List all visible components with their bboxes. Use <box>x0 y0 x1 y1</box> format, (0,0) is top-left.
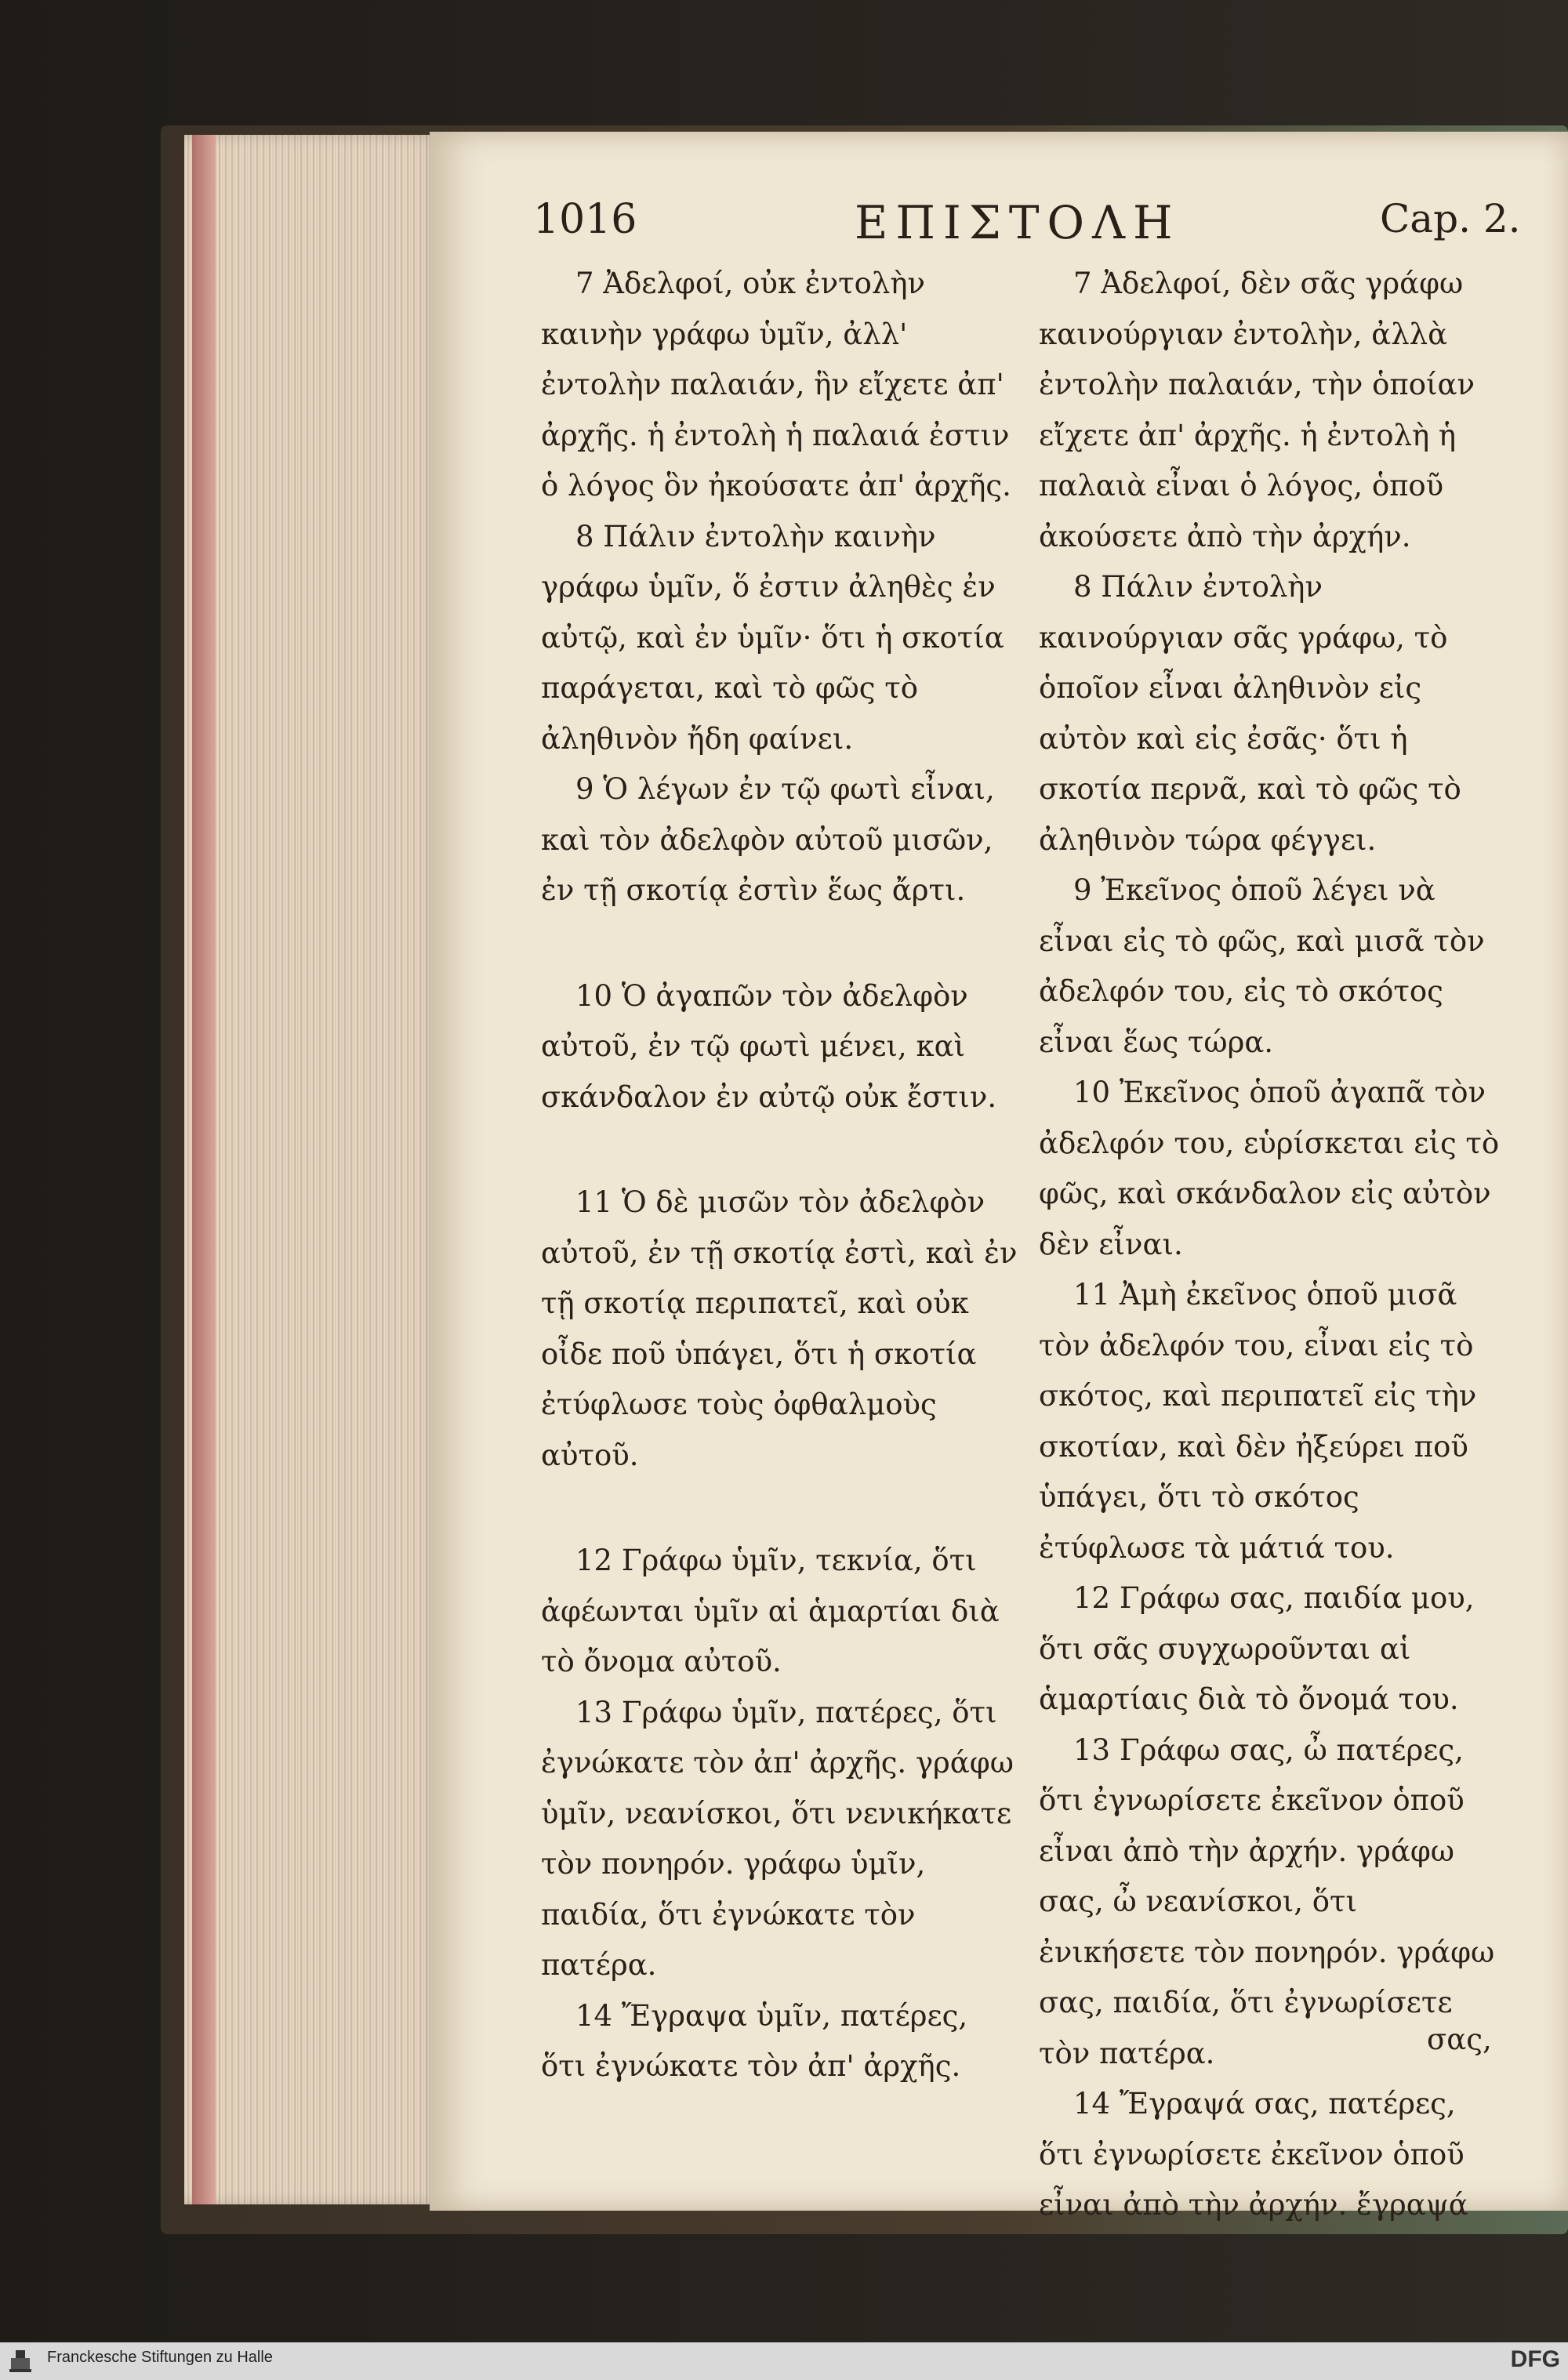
verse-gap <box>541 916 1019 971</box>
right-verse-11: 11 Ἀμὴ ἐκεῖνος ὁποῦ μισᾶ τὸν ἀδελφόν του, εἶναι εἰς τὸ σκότος, καὶ περιπατεῖ εἰς τὴν σκοτίαν, καὶ δὲν ἠξεύρει ποῦ ὑπάγει, ὅτι τὸ σκότος ἐτύφλωσε τὰ μάτιά του. <box>1039 1278 1477 1565</box>
verse-gap <box>541 1123 1019 1177</box>
page-number: 1016 <box>533 196 637 243</box>
catchword: σας, <box>1427 2023 1492 2056</box>
verse-gap <box>541 1481 1019 1536</box>
right-verse-13: 13 Γράφω σας, ὦ πατέρες, ὅτι ἐγνωρίσετε ἐκεῖνον ὁποῦ εἶναι ἀπὸ τὴν ἀρχήν. γράφω σας, ὦ νεανίσκοι, ὅτι ἐνικήσετε τὸν πονηρόν. γράφω σας, παιδία, ὅτι ἐγνωρίσετε τὸν πατέρα. <box>1039 1732 1495 2070</box>
left-verse-11: 11 Ὁ δὲ μισῶν τὸν ἀδελφὸν αὐτοῦ, ἐν τῇ σκοτίᾳ ἐστὶ, καὶ ἐν τῇ σκοτίᾳ περιπατεῖ, καὶ οὐκ οἶδε ποῦ ὑπάγει, ὅτι ἡ σκοτία ἐτύφλωσε τοὺς ὀφθαλμοὺς αὐτοῦ. <box>541 1185 1018 1472</box>
right-verse-9: 9 Ἐκεῖνος ὁποῦ λέγει νὰ εἶναι εἰς τὸ φῶς, καὶ μισᾶ τὸν ἀδελφόν του, εἰς τὸ σκότος εἶναι ἕως τώρα. <box>1039 873 1485 1059</box>
right-verse-14: 14 Ἔγραψά σας, πατέρες, ὅτι ἐγνωρίσετε ἐκεῖνον ὁποῦ εἶναι ἀπὸ τὴν ἀρχήν. ἔγραψά <box>1039 2087 1468 2222</box>
left-verse-12: 12 Γράφω ὑμῖν, τεκνία, ὅτι ἀφέωνται ὑμῖν αἱ ἁμαρτίαι διὰ τὸ ὄνομα αὐτοῦ. <box>541 1544 1000 1678</box>
left-verse-10: 10 Ὁ ἀγαπῶν τὸν ἀδελφὸν αὐτοῦ, ἐν τῷ φωτὶ μένει, καὶ σκάνδαλον ἐν αὐτῷ οὐκ ἔστιν. <box>541 978 997 1114</box>
right-column <box>1039 259 1509 2231</box>
footer-institution: Franckesche Stiftungen zu Halle <box>47 2349 273 2366</box>
left-column <box>541 259 1019 2092</box>
right-verse-7: 7 Ἀδελφοί, δὲν σᾶς γράφω καινούργιαν ἐντολὴν, ἀλλὰ ἐντολὴν παλαιάν, τὴν ὁποίαν εἴχετε ἀπ' ἀρχῆς. ἡ ἐντολὴ ἡ παλαιὰ εἶναι ὁ λόγος, ὁποῦ ἀκούσετε ἀπὸ τὴν ἀρχήν. <box>1039 267 1475 553</box>
dfg-badge: DFG <box>1510 2346 1560 2372</box>
right-verse-8: 8 Πάλιν ἐντολὴν καινούργιαν σᾶς γράφω, τὸ ὁποῖον εἶναι ἀληθινὸν εἰς αὐτὸν καὶ εἰς ἐσᾶς· ὅτι ἡ σκοτία περνᾶ, καὶ τὸ φῶς τὸ ἀληθινὸν τώρα φέγγει. <box>1039 570 1461 857</box>
page-edges <box>184 135 443 2204</box>
left-verse-9: 9 Ὁ λέγων ἐν τῷ φωτὶ εἶναι, καὶ τὸν ἀδελφὸν αὐτοῦ μισῶν, ἐν τῇ σκοτίᾳ ἐστὶν ἕως ἄρτι. <box>541 772 995 907</box>
left-verse-14: 14 Ἔγραψα ὑμῖν, πατέρες, ὅτι ἐγνώκατε τὸν ἀπ' ἀρχῆς. <box>541 1998 968 2083</box>
left-verse-7: 7 Ἀδελφοί, οὐκ ἐντολὴν καινὴν γράφω ὑμῖν, ἀλλ' ἐντολὴν παλαιάν, ἣν εἴχετε ἀπ' ἀρχῆς. ἡ ἐντολὴ ἡ παλαιά ἐστιν ὁ λόγος ὃν ἠκούσατε ἀπ' ἀρχῆς. <box>541 267 1011 502</box>
running-title: ΕΠΙΣΤΟΛΗ <box>855 196 1181 249</box>
chapter-label: Cap. 2. <box>1380 196 1521 241</box>
institution-logo-icon <box>6 2347 34 2375</box>
left-verse-13: 13 Γράφω ὑμῖν, πατέρες, ὅτι ἐγνώκατε τὸν ἀπ' ἀρχῆς. γράφω ὑμῖν, νεανίσκοι, ὅτι νενικήκατε τὸν πονηρόν. γράφω ὑμῖν, παιδία, ὅτι ἐγνώκατε τὸν πατέρα. <box>541 1695 1014 1982</box>
red-edge <box>192 135 216 2204</box>
left-verse-8: 8 Πάλιν ἐντολὴν καινὴν γράφω ὑμῖν, ὅ ἐστιν ἀληθὲς ἐν αὐτῷ, καὶ ἐν ὑμῖν· ὅτι ἡ σκοτία παράγεται, καὶ τὸ φῶς τὸ ἀληθινὸν ἤδη φαίνει. <box>541 519 1004 756</box>
right-verse-12: 12 Γράφω σας, παιδία μου, ὅτι σᾶς συγχωροῦνται αἱ ἁμαρτίαις διὰ τὸ ὄνομά του. <box>1039 1581 1475 1716</box>
right-verse-10: 10 Ἐκεῖνος ὁποῦ ἀγαπᾶ τὸν ἀδελφόν του, εὑρίσκεται εἰς τὸ φῶς, καὶ σκάνδαλον εἰς αὐτὸν δὲν εἶναι. <box>1039 1076 1500 1261</box>
